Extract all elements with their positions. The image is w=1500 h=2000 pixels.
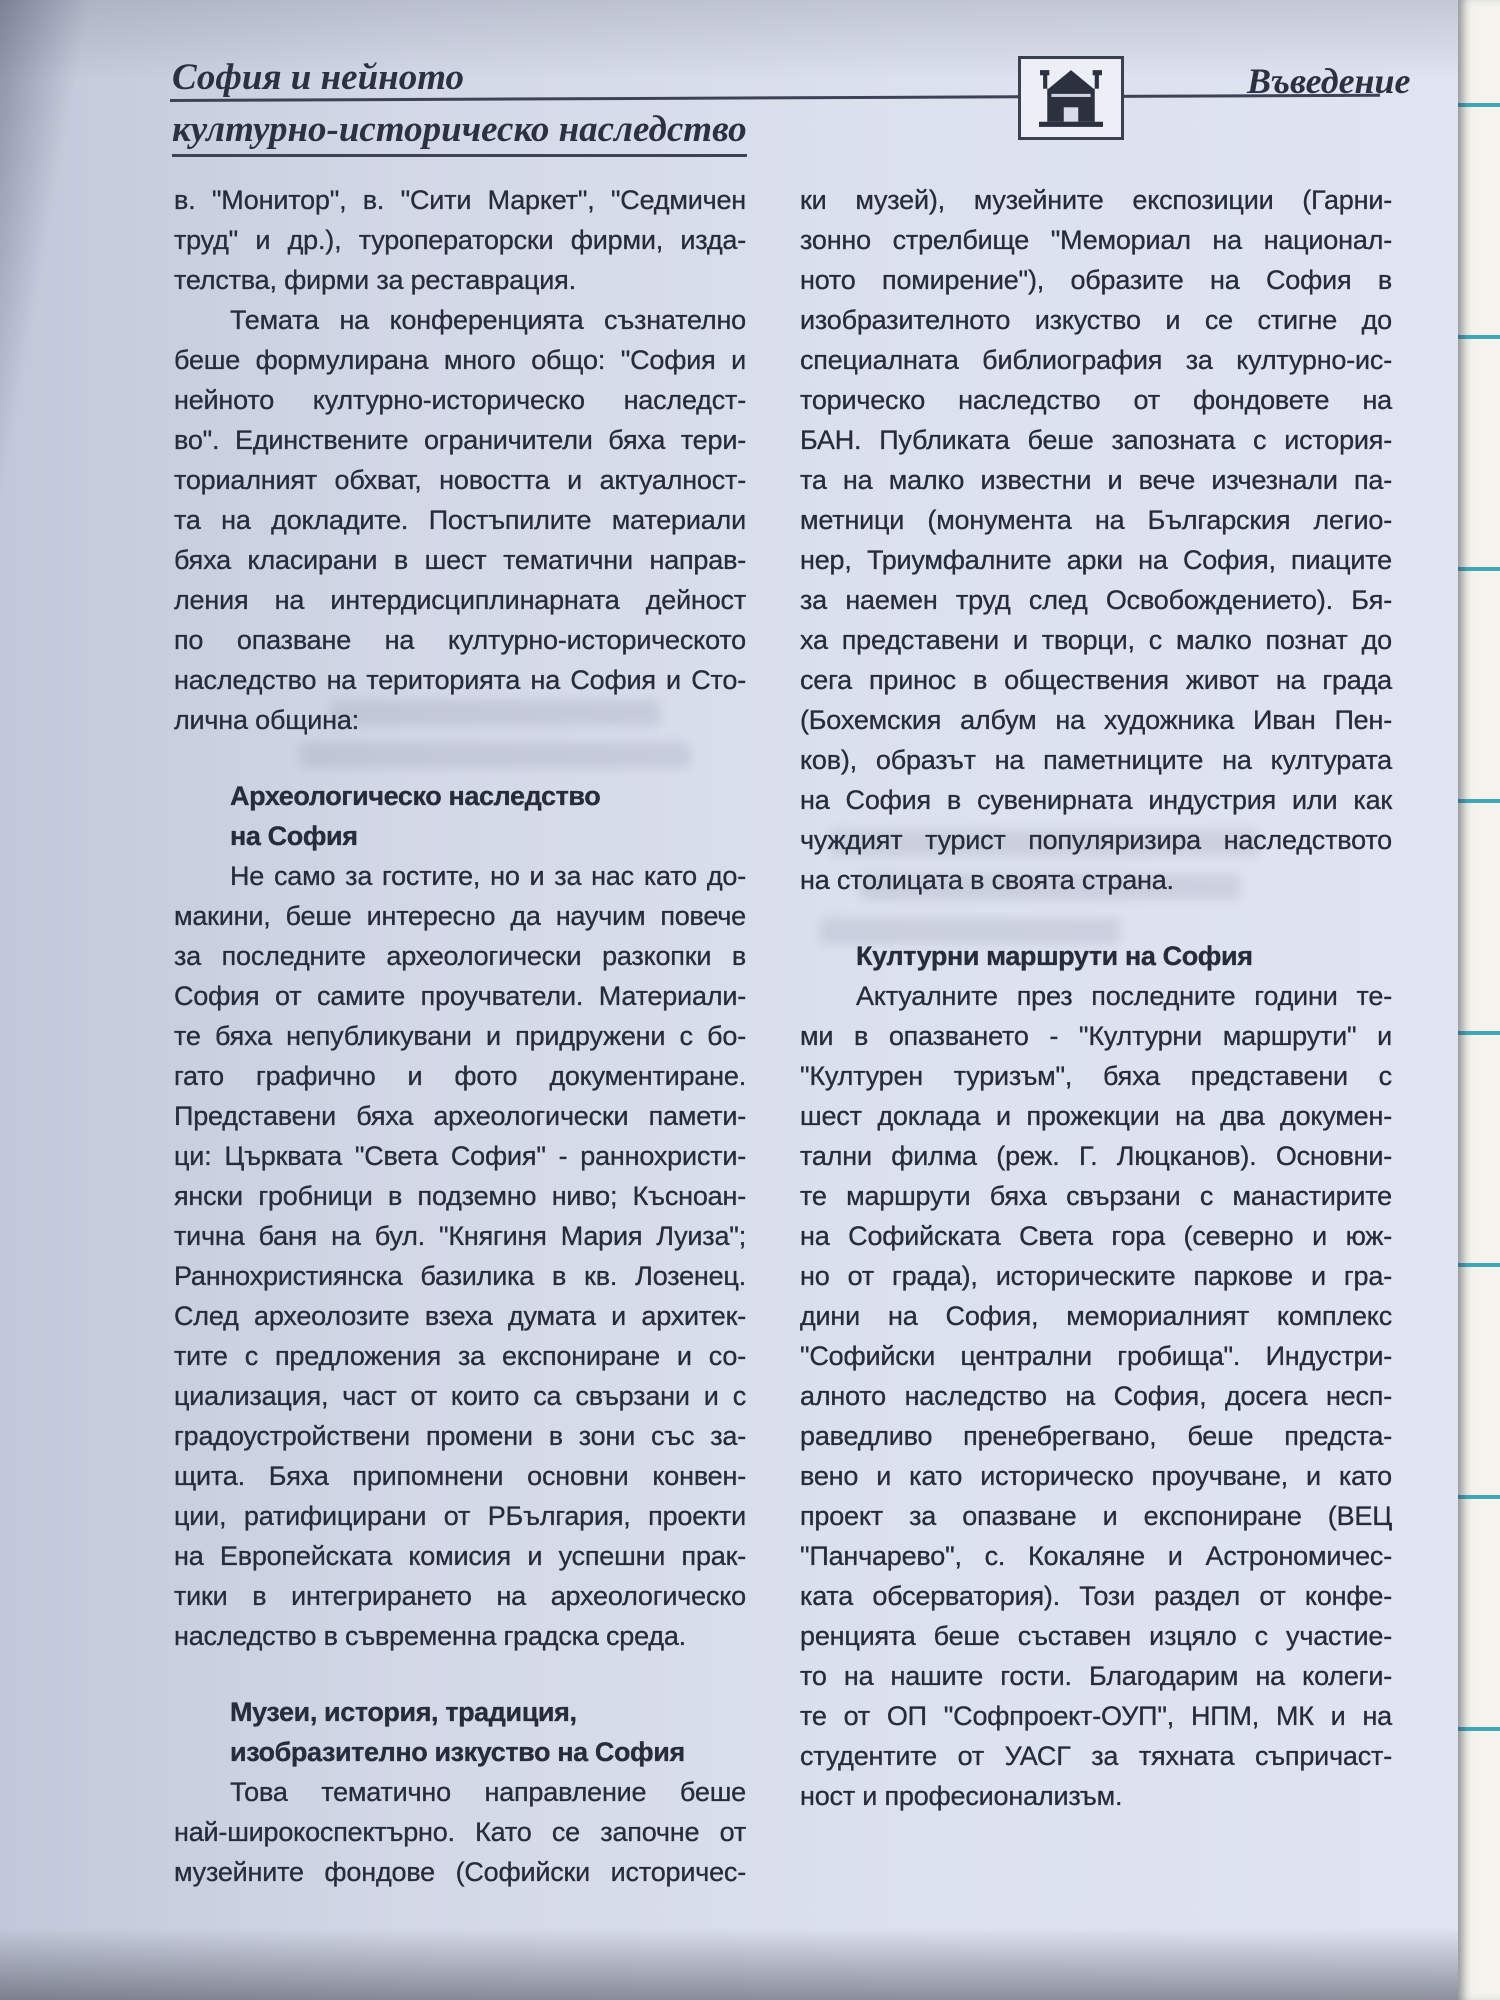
text-line: раведливо пренебрегвано, беше предста- (800, 1421, 1392, 1451)
heading-line: на София (230, 821, 358, 851)
text-line: циализация, част от които са свързани и с (174, 1381, 746, 1411)
text-line: макини, беше интересно да научим повече (174, 901, 746, 931)
text-line: тите с предложения за експониране и со- (174, 1341, 746, 1371)
right-text-column (800, 180, 1392, 1816)
text-line: бяха класирани в шест тематични направ- (174, 545, 746, 575)
text-line: тални филма (реж. Г. Люцканов). Основни- (800, 1141, 1392, 1171)
text-line: Не само за гостите, но и за нас като до- (230, 861, 746, 891)
text-line: те бяха непубликувани и придружени с бо- (174, 1021, 746, 1051)
text-line: за последните археологически разкопки в (174, 941, 746, 971)
text-line: наследство в съвременна градска среда. (174, 1621, 686, 1651)
text-line: специалната библиография за културно-ис- (800, 345, 1392, 375)
text-line: та на малко известни и вече изчезнали па- (800, 465, 1392, 495)
text-line: ката обсерватория). Този раздел от конфе- (800, 1581, 1392, 1611)
text-line: тики в интегрирането на археологическо (174, 1581, 746, 1611)
text-line: "Софийски централни гробища". Индустри- (800, 1341, 1392, 1371)
text-line: изобразителното изкуство и се стигне до (800, 305, 1392, 335)
text-line: Представени бяха археологически памети- (174, 1101, 746, 1131)
text-line: алното наследство на София, досега несп- (800, 1381, 1392, 1411)
text-line: Актуалните през последните години те- (856, 981, 1392, 1011)
text-line: ност и професионализъм. (800, 1781, 1123, 1811)
text-line: торическо наследство от фондовете на (800, 385, 1392, 415)
text-line: музейните фондове (Софийски историчес- (174, 1857, 746, 1887)
text-line: телства, фирми за реставрация. (174, 265, 576, 295)
text-line: тична баня на бул. "Княгиня Мария Луиза"; (174, 1221, 746, 1251)
text-line: най-широкоспектърно. Като се започне от (174, 1817, 746, 1847)
text-line: на столицата в своята страна. (800, 865, 1174, 895)
text-line: ления на интердисциплинарната дейност (174, 585, 746, 615)
text-line: янски гробници в подземно ниво; Късноан- (174, 1181, 746, 1211)
text-line: по опазване на културно-историческото (174, 625, 746, 655)
text-line: ми в опазването - "Културни маршрути" и (800, 1021, 1392, 1051)
sofia-emblem-logo-icon (1018, 56, 1124, 140)
text-line: нейното културно-историческо наследст- (174, 385, 746, 415)
text-line: ренцията беше съставен изцяло с участие- (800, 1621, 1392, 1651)
text-line: на София в сувенирната индустрия или как (800, 785, 1392, 815)
text-line: зонно стрелбище "Мемориал на национал- (800, 225, 1392, 255)
text-line: ки музей), музейните експозиции (Гарни- (800, 185, 1392, 215)
running-title-line1: София и нейното (172, 57, 465, 98)
text-line: студентите от УАСГ за тяхната съпричаст- (800, 1741, 1392, 1771)
text-line: во". Единствените ограничители бяха тери- (174, 425, 746, 455)
text-line: ха представени и творци, с малко познат до (800, 625, 1392, 655)
text-line: те от ОП "Софпроект-ОУП", НПМ, МК и на (800, 1701, 1392, 1731)
text-line: труд" и др.), туроператорски фирми, изда- (174, 225, 746, 255)
text-line: дини на София, мемориалният комплекс (800, 1301, 1392, 1331)
text-line: Това тематично направление беше (230, 1777, 746, 1807)
text-line: за наемен труд след Освобождението). Бя- (800, 585, 1392, 615)
text-line: ции, ратифицирани от РБългария, проекти (174, 1501, 746, 1531)
text-line: то на нашите гости. Благодарим на колеги- (800, 1661, 1392, 1691)
chapter-title: Въведение (1247, 61, 1411, 101)
text-line: сега принос в обществения живот на града (800, 665, 1392, 695)
text-line: чуждият турист популяризира наследството (800, 825, 1392, 855)
text-line: лична община: (174, 705, 359, 735)
text-line: та на докладите. Постъпилите материали (174, 505, 746, 535)
text-line: (Бохемския албум на художника Иван Пен- (800, 705, 1392, 735)
text-line: ториалният обхват, новостта и актуалност- (174, 465, 746, 495)
heading-line: Археологическо наследство (230, 781, 601, 811)
text-line: София от самите проучватели. Материали- (174, 981, 746, 1011)
notebook-paper-edge (1458, 0, 1500, 2000)
text-line: ков), образът на паметниците на културата (800, 745, 1392, 775)
text-line: градоустройствени промени в зони със за- (174, 1421, 746, 1451)
text-line: Раннохристиянска базилика в кв. Лозенец. (174, 1261, 746, 1291)
text-line: но от града), историческите паркове и гра- (800, 1261, 1392, 1291)
text-line: те маршрути бяха свързани с манастирите (800, 1181, 1392, 1211)
heading-line: Културни маршрути на София (856, 941, 1253, 971)
text-line: След археолозите взеха думата и архитек- (174, 1301, 746, 1331)
text-line: Темата на конференцията съзнателно (230, 305, 746, 335)
text-line: БАН. Публиката беше запозната с история- (800, 425, 1392, 455)
text-line: "Панчарево", с. Кокаляне и Астрономичес- (800, 1541, 1392, 1571)
text-line: гато графично и фото документиране. (174, 1061, 746, 1091)
heading-line: Музеи, история, традиция, (230, 1697, 577, 1727)
text-line: проект за опазване и експониране (ВЕЦ (800, 1501, 1392, 1531)
text-line: на Европейската комисия и успешни прак- (174, 1541, 746, 1571)
text-line: в. "Монитор", в. "Сити Маркет", "Седмичен (174, 185, 746, 215)
text-line: ното помирение"), образите на София в (800, 265, 1392, 295)
running-title-line2: културно-историческо наследство (172, 108, 747, 157)
text-line: вено и като историческо проучване, и като (800, 1461, 1392, 1491)
text-line: шест доклада и прожекции на два докумен- (800, 1101, 1392, 1131)
text-line: нер, Триумфалните арки на София, пиаците (800, 545, 1392, 575)
text-line: метници (монумента на Българския легио- (800, 505, 1392, 535)
text-line: щита. Бяха припомнени основни конвен- (174, 1461, 746, 1491)
heading-line: изобразително изкуство на София (230, 1737, 685, 1767)
text-line: "Културен туризъм", бяха представени с (800, 1061, 1392, 1091)
text-line: беше формулирана много общо: "София и (174, 345, 746, 375)
left-text-column (174, 180, 746, 1892)
text-line: на Софийската Света гора (северно и юж- (800, 1221, 1392, 1251)
text-line: наследство на територията на София и Сто- (174, 665, 746, 695)
text-line: ци: Църквата "Света София" - раннохристи- (174, 1141, 746, 1171)
